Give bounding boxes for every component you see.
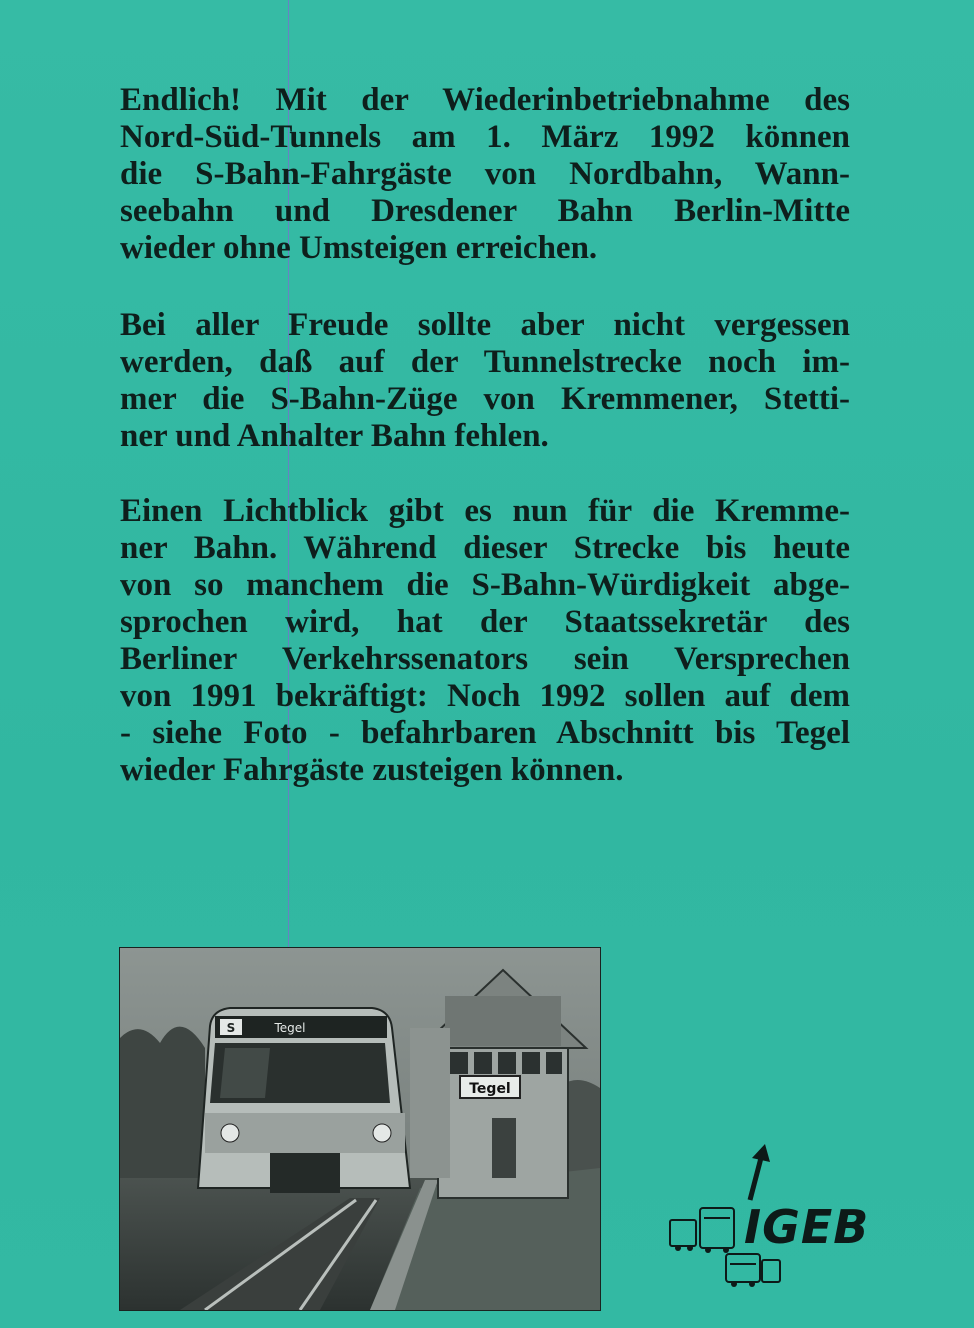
paragraph-2 <box>120 307 850 455</box>
paragraph-3-line-4: sprochen wird, hat der Staatssekretär des <box>120 604 850 640</box>
headlight-left <box>221 1124 239 1142</box>
paragraph-2-line-1: Bei aller Freude sollte aber nicht vergessen <box>120 307 850 343</box>
paragraph-3-line-1: Einen Lichtblick gibt es nun für die Kremme- <box>120 493 850 529</box>
paragraph-1-line-3: die S-Bahn-Fahrgäste von Nordbahn, Wann- <box>120 156 850 192</box>
station-sign-text: Tegel <box>469 1081 511 1097</box>
paragraph-2-line-4: ner und Anhalter Bahn fehlen. <box>120 418 549 454</box>
paragraph-2-line-3: mer die S-Bahn-Züge von Kremmener, Stetti- <box>120 381 850 417</box>
windshield-reflection <box>220 1048 270 1098</box>
paragraph-3-line-5: Berliner Verkehrssenators sein Versprechen <box>120 641 850 677</box>
vehicle-wheels-icon <box>675 1245 755 1287</box>
signal-box-door <box>492 1118 516 1178</box>
train-side <box>410 1028 450 1178</box>
paragraph-1-line-5: wieder ohne Umsteigen erreichen. <box>120 230 598 266</box>
signal-box-upper <box>445 996 561 1046</box>
paragraph-1-line-2: Nord-Süd-Tunnels am 1. März 1992 können <box>120 119 850 155</box>
trees-left <box>120 1027 205 1188</box>
paragraph-3-line-2: ner Bahn. Während dieser Strecke bis heute <box>120 530 850 566</box>
arrow-up-icon <box>750 1154 762 1200</box>
paragraph-3-line-6: von 1991 bekräftigt: Noch 1992 sollen auf dem <box>120 678 850 714</box>
headlight-right <box>373 1124 391 1142</box>
paragraph-3-line-7: - siehe Foto - befahrbaren Abschnitt bis Tegel <box>120 715 850 751</box>
paragraph-2-line-2: werden, daß auf der Tunnelstrecke noch im- <box>120 344 850 380</box>
paragraph-1-line-1: Endlich! Mit der Wiederinbetriebnahme des <box>120 82 850 118</box>
paragraph-3-line-8: wieder Fahrgäste zusteigen können. <box>120 752 624 788</box>
arrow-head-icon <box>752 1144 770 1162</box>
paragraph-3 <box>120 493 850 789</box>
train-station-photo <box>120 948 600 1310</box>
igeb-logo <box>668 1142 870 1302</box>
train-coupler <box>270 1153 340 1193</box>
logo-text: IGEB <box>744 1200 870 1254</box>
train-destination-text: Tegel <box>274 1021 306 1035</box>
paragraph-3-line-3: von so manchem die S-Bahn-Würdigkeit abge- <box>120 567 850 603</box>
paragraph-1-line-4: seebahn und Dresdener Bahn Berlin-Mitte <box>120 193 850 229</box>
paragraph-1 <box>120 82 850 267</box>
line-badge-text: S <box>226 1021 236 1035</box>
